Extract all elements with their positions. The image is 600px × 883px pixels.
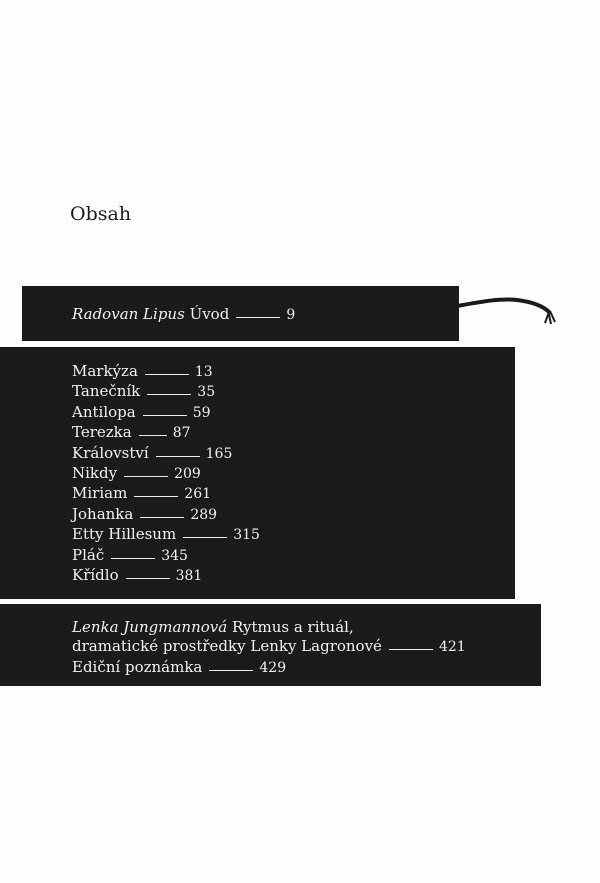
entry-page: 87	[172, 425, 191, 442]
intro-band	[22, 286, 459, 341]
entry-page: 315	[233, 527, 260, 544]
entry-label: Pláč	[72, 545, 105, 564]
entry-label: Miriam	[72, 484, 128, 503]
entry-label: Království	[72, 443, 149, 462]
essay-author: Lenka Jungmannová	[72, 618, 228, 636]
toc-entry[interactable]	[72, 525, 515, 545]
toc-entry[interactable]	[72, 444, 515, 464]
toc-entry[interactable]	[72, 464, 515, 484]
toc-entry[interactable]	[72, 546, 515, 566]
entry-label: Terezka	[72, 423, 132, 442]
page-title: Obsah	[70, 203, 132, 225]
leader-line	[143, 415, 187, 416]
entry-label: Etty Hillesum	[72, 525, 177, 544]
leader-line	[236, 317, 280, 318]
leader-line	[126, 578, 170, 579]
toc-entry-note[interactable]	[72, 658, 541, 678]
essay-title-line2: dramatické prostředky Lenky Lagronové	[72, 637, 382, 656]
toc-entry[interactable]	[72, 382, 515, 402]
toc-entry[interactable]	[72, 484, 515, 504]
entry-label: Tanečník	[72, 382, 141, 401]
entry-label: Antilopa	[72, 402, 136, 421]
toc-entry[interactable]	[72, 423, 515, 443]
leader-line	[156, 456, 200, 457]
entry-page: 35	[197, 384, 216, 401]
toc-entry[interactable]	[72, 362, 515, 382]
leader-line	[140, 517, 184, 518]
leader-line	[183, 537, 227, 538]
toc-entry[interactable]	[72, 566, 515, 586]
essay-band	[0, 604, 541, 686]
leader-line	[134, 496, 178, 497]
leader-line	[389, 649, 433, 650]
toc-entry[interactable]	[72, 403, 515, 423]
entry-page: 345	[161, 547, 188, 564]
entry-label: Johanka	[72, 504, 134, 523]
entry-page: 165	[205, 445, 233, 462]
intro-author: Radovan Lipus	[72, 305, 185, 323]
entry-page: 261	[184, 486, 212, 503]
leader-line	[111, 558, 155, 559]
toc-entry-intro[interactable]	[72, 305, 459, 325]
entry-page: 381	[175, 568, 203, 585]
leader-line	[209, 670, 253, 671]
plays-band	[0, 347, 515, 599]
essay-title-line1: Rytmus a rituál,	[231, 618, 354, 636]
entry-page: 59	[192, 404, 211, 421]
intro-label: Úvod	[189, 305, 230, 323]
entry-page: 209	[174, 466, 201, 483]
entry-label: Markýza	[72, 362, 138, 380]
toc-entry-essay-cont[interactable]	[72, 637, 541, 657]
entry-page: 289	[190, 506, 218, 523]
note-label: Ediční poznámka	[72, 657, 203, 676]
leader-line	[145, 374, 189, 375]
entry-label: Křídlo	[72, 566, 119, 585]
leader-line	[139, 435, 167, 436]
essay-page: 421	[438, 639, 466, 656]
bookmark-ribbon	[455, 296, 565, 336]
entry-label: Nikdy	[72, 464, 118, 483]
toc-entry[interactable]	[72, 505, 515, 525]
intro-page: 9	[286, 307, 296, 323]
entry-page: 13	[194, 364, 213, 380]
leader-line	[124, 476, 168, 477]
toc-entry-essay[interactable]	[72, 618, 541, 637]
leader-line	[147, 394, 191, 395]
note-page: 429	[259, 659, 287, 676]
